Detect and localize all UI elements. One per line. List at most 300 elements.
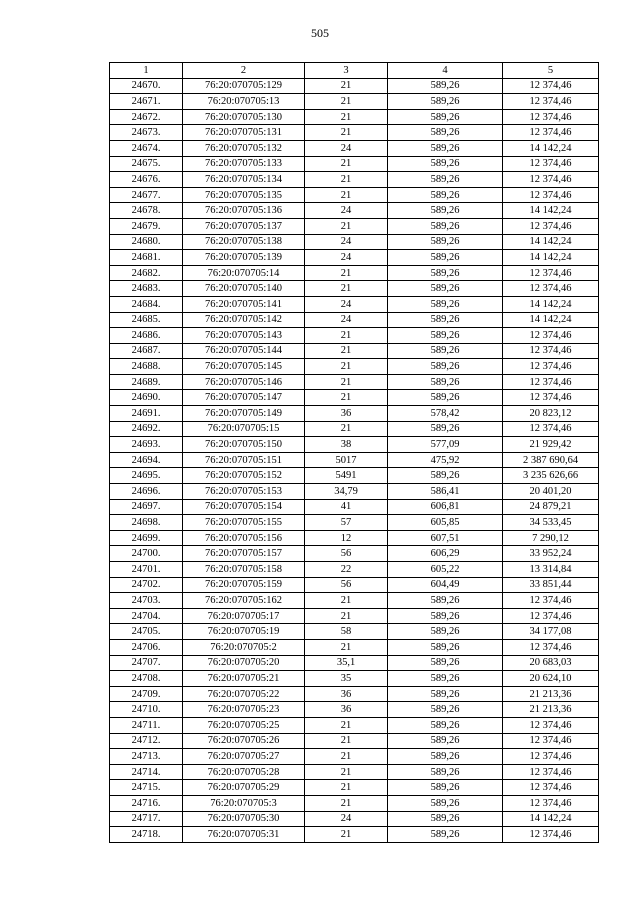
rate-value-cell: 606,29: [388, 546, 503, 562]
area-value-cell: 21: [305, 187, 388, 203]
rate-value-cell: 589,26: [388, 795, 503, 811]
total-value-cell: 21 213,36: [503, 686, 599, 702]
table-row: [110, 78, 599, 94]
cadastral-number-cell: 76:20:070705:19: [183, 624, 305, 640]
rate-value-cell: 589,26: [388, 390, 503, 406]
table-row: [110, 671, 599, 687]
cadastral-number-cell: 76:20:070705:26: [183, 733, 305, 749]
area-value-cell: 24: [305, 234, 388, 250]
table-row: [110, 827, 599, 843]
table-row: [110, 265, 599, 281]
total-value-cell: 12 374,46: [503, 218, 599, 234]
cadastral-number-cell: 76:20:070705:157: [183, 546, 305, 562]
table-row: [110, 328, 599, 344]
cadastral-number-cell: 76:20:070705:25: [183, 717, 305, 733]
table-row: [110, 702, 599, 718]
table-row: [110, 593, 599, 609]
area-value-cell: 36: [305, 406, 388, 422]
total-value-cell: 12 374,46: [503, 187, 599, 203]
row-number-cell: 24717.: [110, 811, 183, 827]
total-value-cell: 12 374,46: [503, 780, 599, 796]
table-row: [110, 109, 599, 125]
table-row: [110, 655, 599, 671]
area-value-cell: 21: [305, 172, 388, 188]
table-row: [110, 546, 599, 562]
rate-value-cell: 589,26: [388, 234, 503, 250]
cadastral-number-cell: 76:20:070705:28: [183, 764, 305, 780]
total-value-cell: 12 374,46: [503, 281, 599, 297]
area-value-cell: 21: [305, 218, 388, 234]
table-row: [110, 577, 599, 593]
rate-value-cell: 589,26: [388, 94, 503, 110]
total-value-cell: 14 142,24: [503, 312, 599, 328]
total-value-cell: 14 142,24: [503, 203, 599, 219]
table-row: [110, 733, 599, 749]
table-row: [110, 717, 599, 733]
cadastral-number-cell: 76:20:070705:142: [183, 312, 305, 328]
row-number-cell: 24710.: [110, 702, 183, 718]
rate-value-cell: 578,42: [388, 406, 503, 422]
table-row: [110, 624, 599, 640]
total-value-cell: 12 374,46: [503, 94, 599, 110]
table-row: [110, 140, 599, 156]
rate-value-cell: 589,26: [388, 265, 503, 281]
row-number-cell: 24689.: [110, 374, 183, 390]
total-value-cell: 12 374,46: [503, 343, 599, 359]
area-value-cell: 5491: [305, 468, 388, 484]
area-value-cell: 56: [305, 577, 388, 593]
area-value-cell: 21: [305, 593, 388, 609]
column-header-3: 3: [305, 63, 388, 79]
area-value-cell: 12: [305, 530, 388, 546]
row-number-cell: 24701.: [110, 562, 183, 578]
total-value-cell: 20 683,03: [503, 655, 599, 671]
total-value-cell: 13 314,84: [503, 562, 599, 578]
row-number-cell: 24691.: [110, 406, 183, 422]
table-row: [110, 421, 599, 437]
total-value-cell: 33 851,44: [503, 577, 599, 593]
table-row: [110, 499, 599, 515]
area-value-cell: 56: [305, 546, 388, 562]
table-row: [110, 608, 599, 624]
area-value-cell: 21: [305, 421, 388, 437]
area-value-cell: 24: [305, 250, 388, 266]
rate-value-cell: 589,26: [388, 172, 503, 188]
table-row: [110, 686, 599, 702]
area-value-cell: 21: [305, 109, 388, 125]
cadastral-number-cell: 76:20:070705:147: [183, 390, 305, 406]
row-number-cell: 24696.: [110, 484, 183, 500]
row-number-cell: 24706.: [110, 639, 183, 655]
total-value-cell: 12 374,46: [503, 78, 599, 94]
area-value-cell: 21: [305, 795, 388, 811]
rate-value-cell: 607,51: [388, 530, 503, 546]
row-number-cell: 24711.: [110, 717, 183, 733]
table-row: [110, 811, 599, 827]
total-value-cell: 12 374,46: [503, 359, 599, 375]
area-value-cell: 21: [305, 343, 388, 359]
table-row: [110, 94, 599, 110]
row-number-cell: 24677.: [110, 187, 183, 203]
rate-value-cell: 589,26: [388, 187, 503, 203]
table-row: [110, 530, 599, 546]
total-value-cell: 20 823,12: [503, 406, 599, 422]
rate-value-cell: 605,22: [388, 562, 503, 578]
total-value-cell: 12 374,46: [503, 374, 599, 390]
rate-value-cell: 589,26: [388, 203, 503, 219]
total-value-cell: 14 142,24: [503, 296, 599, 312]
row-number-cell: 24674.: [110, 140, 183, 156]
cadastral-number-cell: 76:20:070705:145: [183, 359, 305, 375]
area-value-cell: 21: [305, 390, 388, 406]
rate-value-cell: 589,26: [388, 374, 503, 390]
total-value-cell: 14 142,24: [503, 234, 599, 250]
row-number-cell: 24693.: [110, 437, 183, 453]
total-value-cell: 33 952,24: [503, 546, 599, 562]
area-value-cell: 21: [305, 125, 388, 141]
row-number-cell: 24682.: [110, 265, 183, 281]
total-value-cell: 24 879,21: [503, 499, 599, 515]
row-number-cell: 24704.: [110, 608, 183, 624]
table-row: [110, 172, 599, 188]
cadastral-number-cell: 76:20:070705:133: [183, 156, 305, 172]
cadastral-number-cell: 76:20:070705:138: [183, 234, 305, 250]
column-header-5: 5: [503, 63, 599, 79]
area-value-cell: 35: [305, 671, 388, 687]
page-number: 505: [311, 26, 329, 40]
table-row: [110, 156, 599, 172]
area-value-cell: 21: [305, 749, 388, 765]
row-number-cell: 24683.: [110, 281, 183, 297]
rate-value-cell: 586,41: [388, 484, 503, 500]
rate-value-cell: 589,26: [388, 468, 503, 484]
cadastral-number-cell: 76:20:070705:130: [183, 109, 305, 125]
row-number-cell: 24715.: [110, 780, 183, 796]
area-value-cell: 21: [305, 265, 388, 281]
header-row: [110, 63, 599, 79]
area-value-cell: 21: [305, 78, 388, 94]
cadastral-number-cell: 76:20:070705:131: [183, 125, 305, 141]
rate-value-cell: 589,26: [388, 328, 503, 344]
rate-value-cell: 589,26: [388, 296, 503, 312]
total-value-cell: 14 142,24: [503, 811, 599, 827]
total-value-cell: 12 374,46: [503, 125, 599, 141]
total-value-cell: 12 374,46: [503, 795, 599, 811]
area-value-cell: 21: [305, 639, 388, 655]
table-row: [110, 639, 599, 655]
total-value-cell: 34 177,08: [503, 624, 599, 640]
rate-value-cell: 589,26: [388, 281, 503, 297]
row-number-cell: 24692.: [110, 421, 183, 437]
row-number-cell: 24672.: [110, 109, 183, 125]
cadastral-number-cell: 76:20:070705:3: [183, 795, 305, 811]
total-value-cell: 12 374,46: [503, 639, 599, 655]
cadastral-number-cell: 76:20:070705:162: [183, 593, 305, 609]
area-value-cell: 21: [305, 359, 388, 375]
total-value-cell: 12 374,46: [503, 172, 599, 188]
table-row: [110, 452, 599, 468]
area-value-cell: 21: [305, 827, 388, 843]
rate-value-cell: 589,26: [388, 140, 503, 156]
rate-value-cell: 589,26: [388, 125, 503, 141]
column-header-4: 4: [388, 63, 503, 79]
rate-value-cell: 589,26: [388, 811, 503, 827]
table-row: [110, 359, 599, 375]
total-value-cell: 12 374,46: [503, 109, 599, 125]
table-row: [110, 187, 599, 203]
cadastral-number-cell: 76:20:070705:140: [183, 281, 305, 297]
cadastral-number-cell: 76:20:070705:27: [183, 749, 305, 765]
total-value-cell: 12 374,46: [503, 749, 599, 765]
area-value-cell: 21: [305, 733, 388, 749]
cadastral-number-cell: 76:20:070705:154: [183, 499, 305, 515]
row-number-cell: 24684.: [110, 296, 183, 312]
cadastral-number-cell: 76:20:070705:129: [183, 78, 305, 94]
cadastral-number-cell: 76:20:070705:2: [183, 639, 305, 655]
total-value-cell: 12 374,46: [503, 733, 599, 749]
cadastral-number-cell: 76:20:070705:156: [183, 530, 305, 546]
row-number-cell: 24700.: [110, 546, 183, 562]
cadastral-number-cell: 76:20:070705:137: [183, 218, 305, 234]
total-value-cell: 12 374,46: [503, 265, 599, 281]
table-row: [110, 390, 599, 406]
row-number-cell: 24714.: [110, 764, 183, 780]
total-value-cell: 12 374,46: [503, 390, 599, 406]
area-value-cell: 34,79: [305, 484, 388, 500]
cadastral-number-cell: 76:20:070705:149: [183, 406, 305, 422]
rate-value-cell: 475,92: [388, 452, 503, 468]
table-row: [110, 218, 599, 234]
cadastral-number-cell: 76:20:070705:15: [183, 421, 305, 437]
table-row: [110, 250, 599, 266]
total-value-cell: 34 533,45: [503, 515, 599, 531]
rate-value-cell: 589,26: [388, 733, 503, 749]
row-number-cell: 24670.: [110, 78, 183, 94]
area-value-cell: 22: [305, 562, 388, 578]
area-value-cell: 21: [305, 156, 388, 172]
area-value-cell: 57: [305, 515, 388, 531]
cadastral-number-cell: 76:20:070705:17: [183, 608, 305, 624]
row-number-cell: 24679.: [110, 218, 183, 234]
table-row: [110, 203, 599, 219]
total-value-cell: 12 374,46: [503, 593, 599, 609]
row-number-cell: 24697.: [110, 499, 183, 515]
rate-value-cell: 589,26: [388, 764, 503, 780]
total-value-cell: 14 142,24: [503, 140, 599, 156]
cadastral-number-cell: 76:20:070705:31: [183, 827, 305, 843]
row-number-cell: 24673.: [110, 125, 183, 141]
rate-value-cell: 589,26: [388, 78, 503, 94]
rate-value-cell: 589,26: [388, 250, 503, 266]
rate-value-cell: 589,26: [388, 780, 503, 796]
rate-value-cell: 605,85: [388, 515, 503, 531]
cadastral-number-cell: 76:20:070705:20: [183, 655, 305, 671]
area-value-cell: 58: [305, 624, 388, 640]
row-number-cell: 24702.: [110, 577, 183, 593]
table-row: [110, 437, 599, 453]
cadastral-number-cell: 76:20:070705:139: [183, 250, 305, 266]
total-value-cell: 14 142,24: [503, 250, 599, 266]
cadastral-number-cell: 76:20:070705:144: [183, 343, 305, 359]
total-value-cell: 7 290,12: [503, 530, 599, 546]
area-value-cell: 21: [305, 328, 388, 344]
row-number-cell: 24698.: [110, 515, 183, 531]
table-row: [110, 374, 599, 390]
total-value-cell: 12 374,46: [503, 421, 599, 437]
table-header: [110, 63, 599, 79]
rate-value-cell: 589,26: [388, 218, 503, 234]
rate-value-cell: 589,26: [388, 608, 503, 624]
area-value-cell: 21: [305, 780, 388, 796]
rate-value-cell: 589,26: [388, 109, 503, 125]
rate-value-cell: 604,49: [388, 577, 503, 593]
rate-value-cell: 589,26: [388, 593, 503, 609]
rate-value-cell: 589,26: [388, 749, 503, 765]
total-value-cell: 12 374,46: [503, 717, 599, 733]
table-row: [110, 562, 599, 578]
cadastral-number-cell: 76:20:070705:146: [183, 374, 305, 390]
cadastral-number-cell: 76:20:070705:23: [183, 702, 305, 718]
row-number-cell: 24676.: [110, 172, 183, 188]
area-value-cell: 41: [305, 499, 388, 515]
total-value-cell: 12 374,46: [503, 827, 599, 843]
area-value-cell: 21: [305, 608, 388, 624]
rate-value-cell: 577,09: [388, 437, 503, 453]
cadastral-number-cell: 76:20:070705:152: [183, 468, 305, 484]
row-number-cell: 24671.: [110, 94, 183, 110]
row-number-cell: 24699.: [110, 530, 183, 546]
table-row: [110, 468, 599, 484]
cadastral-number-cell: 76:20:070705:143: [183, 328, 305, 344]
cadastral-number-cell: 76:20:070705:134: [183, 172, 305, 188]
row-number-cell: 24678.: [110, 203, 183, 219]
area-value-cell: 21: [305, 717, 388, 733]
table-row: [110, 296, 599, 312]
area-value-cell: 36: [305, 702, 388, 718]
table-row: [110, 343, 599, 359]
cadastral-number-cell: 76:20:070705:141: [183, 296, 305, 312]
rate-value-cell: 589,26: [388, 343, 503, 359]
table-body: [110, 78, 599, 842]
total-value-cell: 12 374,46: [503, 328, 599, 344]
cadastral-number-cell: 76:20:070705:132: [183, 140, 305, 156]
table-row: [110, 281, 599, 297]
table-row: [110, 484, 599, 500]
area-value-cell: 24: [305, 312, 388, 328]
rate-value-cell: 589,26: [388, 686, 503, 702]
total-value-cell: 20 624,10: [503, 671, 599, 687]
rate-value-cell: 589,26: [388, 655, 503, 671]
rate-value-cell: 589,26: [388, 312, 503, 328]
row-number-cell: 24681.: [110, 250, 183, 266]
row-number-cell: 24703.: [110, 593, 183, 609]
row-number-cell: 24695.: [110, 468, 183, 484]
row-number-cell: 24705.: [110, 624, 183, 640]
total-value-cell: 12 374,46: [503, 764, 599, 780]
total-value-cell: 21 929,42: [503, 437, 599, 453]
row-number-cell: 24680.: [110, 234, 183, 250]
cadastral-table: [109, 62, 599, 843]
cadastral-number-cell: 76:20:070705:159: [183, 577, 305, 593]
rate-value-cell: 589,26: [388, 359, 503, 375]
area-value-cell: 21: [305, 374, 388, 390]
row-number-cell: 24712.: [110, 733, 183, 749]
row-number-cell: 24694.: [110, 452, 183, 468]
rate-value-cell: 589,26: [388, 639, 503, 655]
total-value-cell: 21 213,36: [503, 702, 599, 718]
cadastral-number-cell: 76:20:070705:153: [183, 484, 305, 500]
area-value-cell: 35,1: [305, 655, 388, 671]
cadastral-number-cell: 76:20:070705:21: [183, 671, 305, 687]
rate-value-cell: 589,26: [388, 702, 503, 718]
table-row: [110, 764, 599, 780]
column-header-1: 1: [110, 63, 183, 79]
rate-value-cell: 589,26: [388, 624, 503, 640]
cadastral-number-cell: 76:20:070705:30: [183, 811, 305, 827]
table-row: [110, 125, 599, 141]
row-number-cell: 24709.: [110, 686, 183, 702]
table-row: [110, 795, 599, 811]
area-value-cell: 21: [305, 281, 388, 297]
row-number-cell: 24713.: [110, 749, 183, 765]
area-value-cell: 38: [305, 437, 388, 453]
cadastral-number-cell: 76:20:070705:155: [183, 515, 305, 531]
cadastral-number-cell: 76:20:070705:136: [183, 203, 305, 219]
rate-value-cell: 589,26: [388, 421, 503, 437]
table-row: [110, 234, 599, 250]
cadastral-number-cell: 76:20:070705:14: [183, 265, 305, 281]
row-number-cell: 24687.: [110, 343, 183, 359]
row-number-cell: 24685.: [110, 312, 183, 328]
table-row: [110, 406, 599, 422]
row-number-cell: 24690.: [110, 390, 183, 406]
table-row: [110, 312, 599, 328]
total-value-cell: 12 374,46: [503, 608, 599, 624]
rate-value-cell: 589,26: [388, 156, 503, 172]
area-value-cell: 21: [305, 94, 388, 110]
rate-value-cell: 606,81: [388, 499, 503, 515]
row-number-cell: 24716.: [110, 795, 183, 811]
rate-value-cell: 589,26: [388, 671, 503, 687]
rate-value-cell: 589,26: [388, 827, 503, 843]
area-value-cell: 21: [305, 764, 388, 780]
cadastral-number-cell: 76:20:070705:29: [183, 780, 305, 796]
row-number-cell: 24688.: [110, 359, 183, 375]
total-value-cell: 3 235 626,66: [503, 468, 599, 484]
table-row: [110, 780, 599, 796]
total-value-cell: 20 401,20: [503, 484, 599, 500]
cadastral-number-cell: 76:20:070705:150: [183, 437, 305, 453]
column-header-2: 2: [183, 63, 305, 79]
total-value-cell: 2 387 690,64: [503, 452, 599, 468]
area-value-cell: 24: [305, 140, 388, 156]
cadastral-number-cell: 76:20:070705:22: [183, 686, 305, 702]
table-row: [110, 515, 599, 531]
area-value-cell: 5017: [305, 452, 388, 468]
area-value-cell: 36: [305, 686, 388, 702]
cadastral-number-cell: 76:20:070705:158: [183, 562, 305, 578]
table-row: [110, 749, 599, 765]
area-value-cell: 24: [305, 203, 388, 219]
total-value-cell: 12 374,46: [503, 156, 599, 172]
row-number-cell: 24675.: [110, 156, 183, 172]
row-number-cell: 24718.: [110, 827, 183, 843]
row-number-cell: 24707.: [110, 655, 183, 671]
rate-value-cell: 589,26: [388, 717, 503, 733]
cadastral-number-cell: 76:20:070705:151: [183, 452, 305, 468]
area-value-cell: 24: [305, 811, 388, 827]
cadastral-number-cell: 76:20:070705:13: [183, 94, 305, 110]
